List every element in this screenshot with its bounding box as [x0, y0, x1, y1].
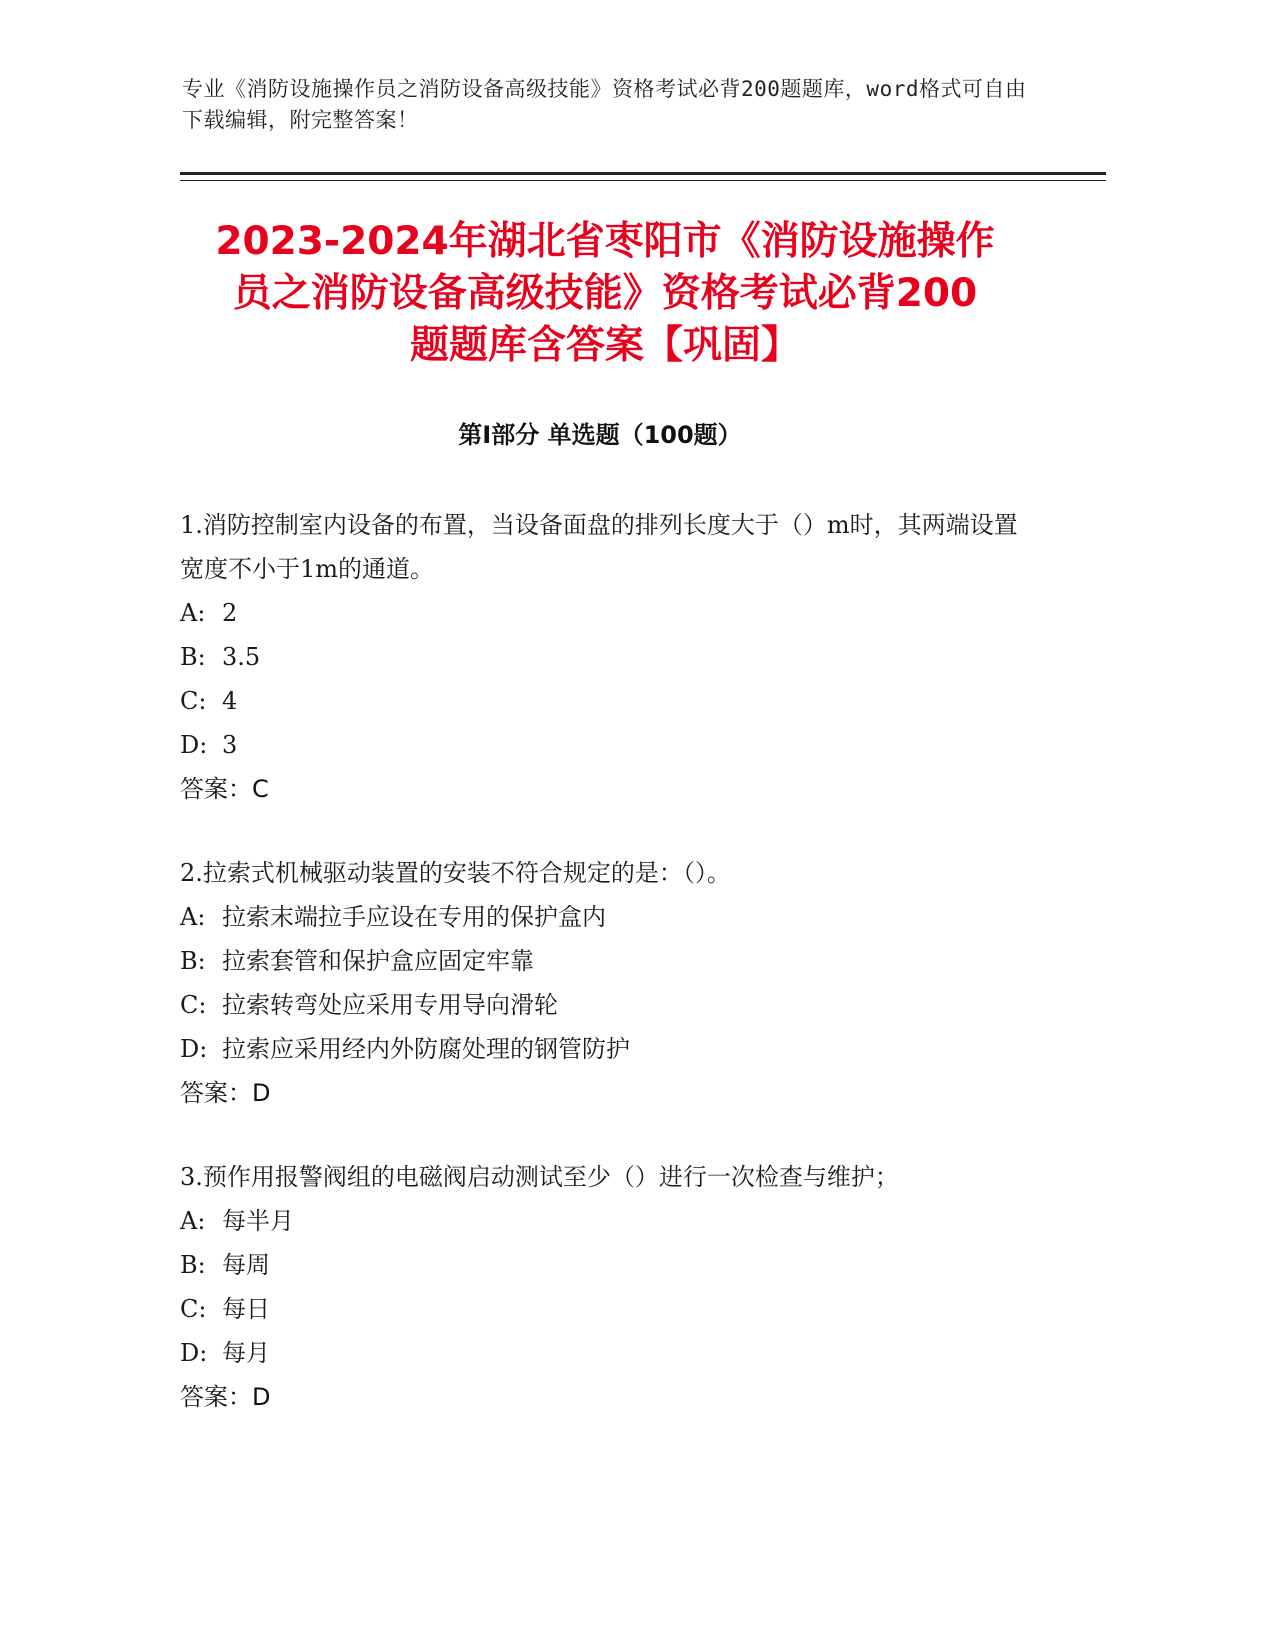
- option-key: B:: [180, 947, 206, 975]
- option-b: [180, 1243, 1040, 1287]
- option-d: [180, 723, 1040, 767]
- option-text: 2: [222, 599, 238, 627]
- option-text: 4: [222, 687, 238, 715]
- answer: 答案：C: [180, 775, 269, 803]
- option-a: [180, 895, 1040, 939]
- option-text: 每月: [222, 1339, 270, 1367]
- option-key: C:: [180, 1295, 207, 1323]
- option-text: 每周: [222, 1251, 270, 1279]
- option-key: D:: [180, 1035, 208, 1063]
- option-d: [180, 1331, 1040, 1375]
- question-1: [180, 503, 1040, 811]
- section-heading: 第Ⅰ部分 单选题（100题）: [458, 421, 742, 449]
- option-key: A:: [180, 903, 206, 931]
- option-text: 3: [222, 731, 238, 759]
- option-text: 每半月: [222, 1207, 294, 1235]
- option-text: 拉索应采用经内外防腐处理的钢管防护: [222, 1035, 630, 1063]
- question-list: [180, 503, 1040, 1459]
- option-key: D:: [180, 731, 208, 759]
- question-stem: 2.拉索式机械驱动装置的安装不符合规定的是：（）。: [180, 859, 731, 887]
- option-b: [180, 939, 1040, 983]
- question-stem: 3.预作用报警阀组的电磁阀启动测试至少（）进行一次检查与维护；: [180, 1163, 899, 1191]
- document-title: [180, 216, 1030, 372]
- option-key: A:: [180, 1207, 206, 1235]
- option-a: [180, 1199, 1040, 1243]
- option-a: [180, 591, 1040, 635]
- title-line-1: 2023-2024年湖北省枣阳市《消防设施操作: [215, 219, 995, 264]
- option-key: C:: [180, 991, 207, 1019]
- option-c: [180, 679, 1040, 723]
- option-text: 拉索套管和保护盒应固定牢靠: [222, 947, 534, 975]
- option-c: [180, 1287, 1040, 1331]
- question-3: [180, 1155, 1040, 1419]
- header-note: 专业《消防设施操作员之消防设备高级技能》资格考试必背200题题库，word格式可自由下载编辑，附完整答案！: [182, 77, 1027, 132]
- option-key: B:: [180, 1251, 206, 1279]
- option-key: C:: [180, 687, 207, 715]
- option-key: D:: [180, 1339, 208, 1367]
- option-text: 拉索末端拉手应设在专用的保护盒内: [222, 903, 606, 931]
- option-d: [180, 1027, 1040, 1071]
- title-line-3: 题题库含答案【巩固】: [409, 323, 800, 368]
- option-text: 拉索转弯处应采用专用导向滑轮: [222, 991, 558, 1019]
- header-rule-thick: [180, 172, 1106, 175]
- option-key: A:: [180, 599, 206, 627]
- header-rule-thin: [180, 180, 1106, 181]
- option-c: [180, 983, 1040, 1027]
- option-key: B:: [180, 643, 206, 671]
- option-text: 每日: [222, 1295, 270, 1323]
- question-stem: 1.消防控制室内设备的布置，当设备面盘的排列长度大于（）m时，其两端设置宽度不小于1m的通道。: [180, 511, 1018, 583]
- question-2: [180, 851, 1040, 1115]
- option-text: 3.5: [222, 643, 261, 671]
- answer: 答案：D: [180, 1079, 271, 1107]
- title-line-2: 员之消防设备高级技能》资格考试必背200: [232, 271, 978, 316]
- option-b: [180, 635, 1040, 679]
- answer: 答案：D: [180, 1383, 271, 1411]
